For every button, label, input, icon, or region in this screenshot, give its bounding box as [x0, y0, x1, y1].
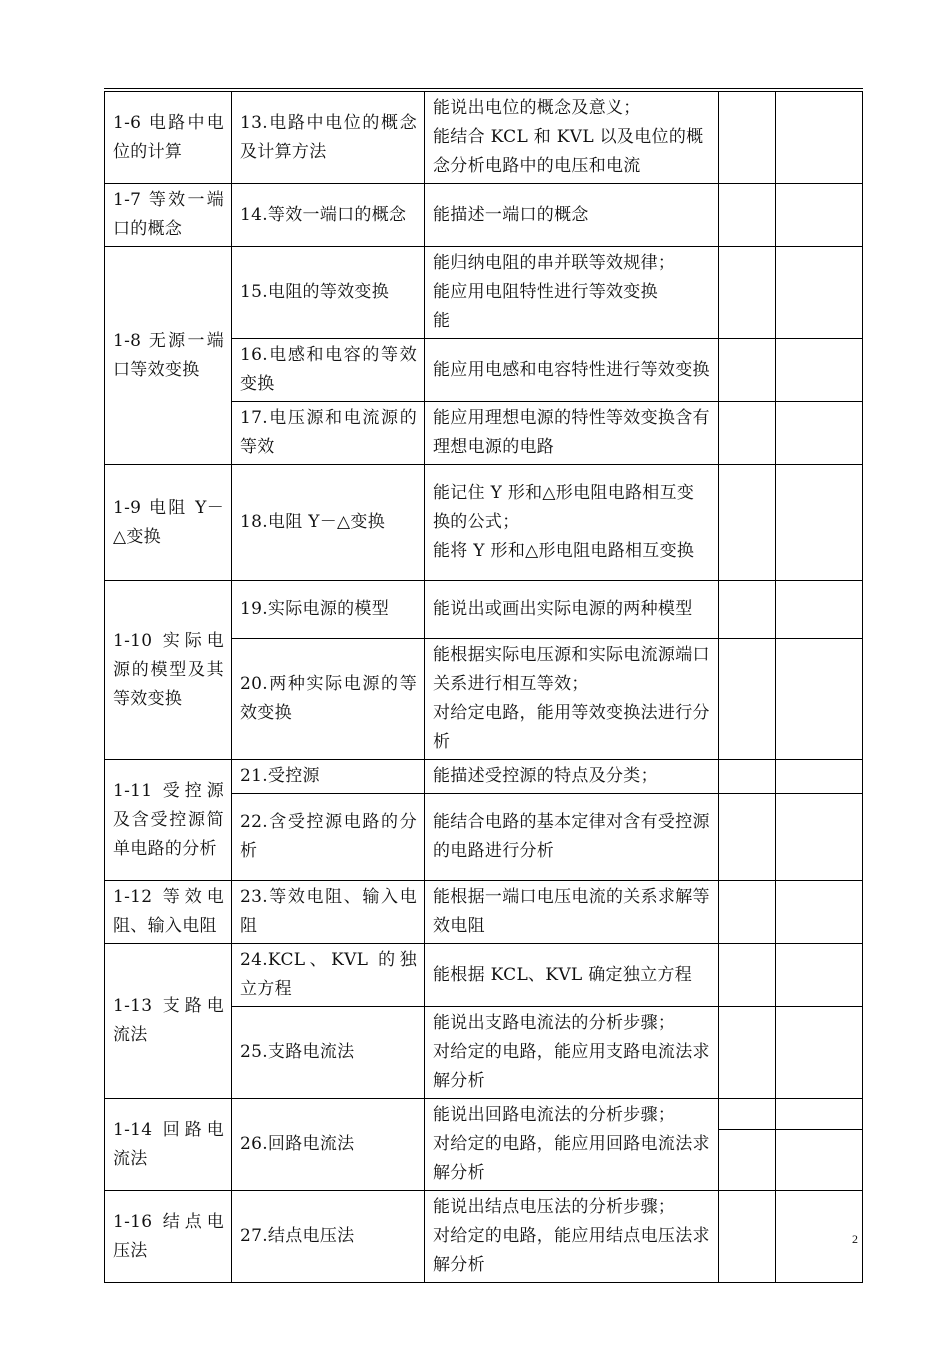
empty-cell	[776, 465, 863, 581]
table-row	[105, 247, 863, 339]
topic-cell: 19.实际电源的模型	[232, 581, 425, 639]
section-cell: 1-9 电阻 Y－△变换	[105, 465, 232, 581]
topic-cell: 24.KCL、KVL 的独立方程	[232, 944, 425, 1007]
section-cell: 1-11 受控源及含受控源简单电路的分析	[105, 760, 232, 881]
empty-cell	[719, 794, 776, 881]
empty-cell	[719, 1007, 776, 1099]
section-cell: 1-16 结点电压法	[105, 1191, 232, 1283]
empty-cell	[776, 794, 863, 881]
topic-cell: 26.回路电流法	[232, 1099, 425, 1191]
topic-cell: 22.含受控源电路的分析	[232, 794, 425, 881]
empty-cell	[776, 339, 863, 402]
topic-cell: 18.电阻 Y－△变换	[232, 465, 425, 581]
empty-cell	[776, 581, 863, 639]
topic-cell: 16.电感和电容的等效变换	[232, 339, 425, 402]
topic-cell: 27.结点电压法	[232, 1191, 425, 1283]
objective-line: 能记住 Y 形和△形电阻电路相互变换的公式；	[433, 483, 695, 532]
empty-cell	[719, 581, 776, 639]
objective-line: 能说出结点电压法的分析步骤；	[433, 1197, 676, 1217]
empty-cell	[719, 1099, 776, 1130]
empty-cell	[719, 402, 776, 465]
top-rule	[104, 88, 863, 89]
table-row	[105, 944, 863, 1007]
page-number: 2	[852, 1232, 858, 1246]
table-row	[105, 1191, 863, 1283]
objective-line: 对给定的电路，能应用支路电流法求解分析	[433, 1042, 710, 1091]
objective-cell	[425, 944, 719, 1007]
empty-cell	[776, 184, 863, 247]
objective-line: 对给定的电路，能应用结点电压法求解分析	[433, 1226, 710, 1275]
topic-cell: 23.等效电阻、输入电阻	[232, 881, 425, 944]
section-cell: 1-6 电路中电位的计算	[105, 92, 232, 184]
table-row	[105, 1099, 863, 1130]
section-cell: 1-8 无源一端口等效变换	[105, 247, 232, 465]
objective-cell	[425, 92, 719, 184]
objective-line: 能说出电位的概念及意义；	[433, 98, 641, 118]
objective-line: 能结合电路的基本定律对含有受控源的电路进行分析	[433, 812, 710, 861]
empty-cell	[719, 339, 776, 402]
objective-line: 能说出或画出实际电源的两种模型	[433, 599, 693, 619]
objective-line: 能根据一端口电压电流的关系求解等效电阻	[433, 887, 710, 936]
empty-cell	[776, 639, 863, 760]
empty-cell	[776, 881, 863, 944]
topic-cell: 20.两种实际电源的等效变换	[232, 639, 425, 760]
objective-cell	[425, 1007, 719, 1099]
objective-cell	[425, 184, 719, 247]
objective-line: 能应用电感和电容特性进行等效变换	[433, 359, 710, 380]
table-row	[105, 465, 863, 581]
section-cell: 1-10 实际电源的模型及其等效变换	[105, 581, 232, 760]
objective-line: 能说出支路电流法的分析步骤；	[433, 1013, 676, 1033]
empty-cell	[776, 1007, 863, 1099]
objective-line: 能描述一端口的概念	[433, 204, 589, 225]
objective-cell	[425, 639, 719, 760]
empty-cell	[776, 1129, 863, 1190]
empty-cell	[776, 402, 863, 465]
section-cell: 1-7 等效一端口的概念	[105, 184, 232, 247]
objective-line: 对给定电路，能用等效变换法进行分析	[433, 703, 710, 752]
objective-cell	[425, 881, 719, 944]
objective-line: 能说出回路电流法的分析步骤；	[433, 1105, 676, 1125]
objective-cell	[425, 1099, 719, 1191]
table-row	[105, 760, 863, 794]
empty-cell	[719, 184, 776, 247]
topic-cell: 25.支路电流法	[232, 1007, 425, 1099]
empty-cell	[776, 1099, 863, 1130]
empty-cell	[719, 881, 776, 944]
table-row	[105, 881, 863, 944]
table-row	[105, 581, 863, 639]
topic-cell: 14.等效一端口的概念	[232, 184, 425, 247]
empty-cell	[776, 1191, 863, 1283]
table-row	[105, 184, 863, 247]
empty-cell	[719, 92, 776, 184]
objective-line: 能根据实际电压源和实际电流源端口关系进行相互等效；	[433, 645, 710, 694]
empty-cell	[776, 92, 863, 184]
course-objectives-table	[104, 91, 863, 1283]
empty-cell	[719, 639, 776, 760]
topic-cell: 21.受控源	[232, 760, 425, 794]
section-cell: 1-13 支路电流法	[105, 944, 232, 1099]
objective-line: 能描述受控源的特点及分类；	[433, 766, 658, 786]
empty-cell	[719, 760, 776, 794]
table-row	[105, 92, 863, 184]
objective-cell	[425, 247, 719, 339]
topic-cell: 13.电路中电位的概念及计算方法	[232, 92, 425, 184]
empty-cell	[776, 760, 863, 794]
objective-line: 能根据 KCL、KVL 确定独立方程	[433, 964, 693, 985]
objective-cell	[425, 794, 719, 881]
empty-cell	[719, 465, 776, 581]
objective-line: 能结合 KCL 和 KVL 以及电位的概念分析电路中的电压和电流	[433, 127, 704, 176]
section-cell: 1-12 等效电阻、输入电阻	[105, 881, 232, 944]
empty-cell	[719, 944, 776, 1007]
objective-line: 能将 Y 形和△形电阻电路相互变换	[433, 541, 695, 561]
objective-cell	[425, 339, 719, 402]
objective-line: 对给定的电路，能应用回路电流法求解分析	[433, 1134, 710, 1183]
objective-cell	[425, 402, 719, 465]
topic-cell: 15.电阻的等效变换	[232, 247, 425, 339]
objective-cell	[425, 581, 719, 639]
empty-cell	[719, 247, 776, 339]
objective-cell	[425, 465, 719, 581]
empty-cell	[719, 1191, 776, 1283]
objective-line: 能归纳电阻的串并联等效规律；	[433, 253, 676, 273]
objective-cell	[425, 1191, 719, 1283]
empty-cell	[776, 944, 863, 1007]
empty-cell	[719, 1129, 776, 1190]
topic-cell: 17.电压源和电流源的等效	[232, 402, 425, 465]
objective-line: 能应用理想电源的特性等效变换含有理想电源的电路	[433, 408, 710, 457]
objective-cell	[425, 760, 719, 794]
empty-cell	[776, 247, 863, 339]
section-cell: 1-14 回路电流法	[105, 1099, 232, 1191]
objective-line: 能应用电阻特性进行等效变换	[433, 282, 658, 302]
objective-line: 能	[433, 311, 451, 331]
